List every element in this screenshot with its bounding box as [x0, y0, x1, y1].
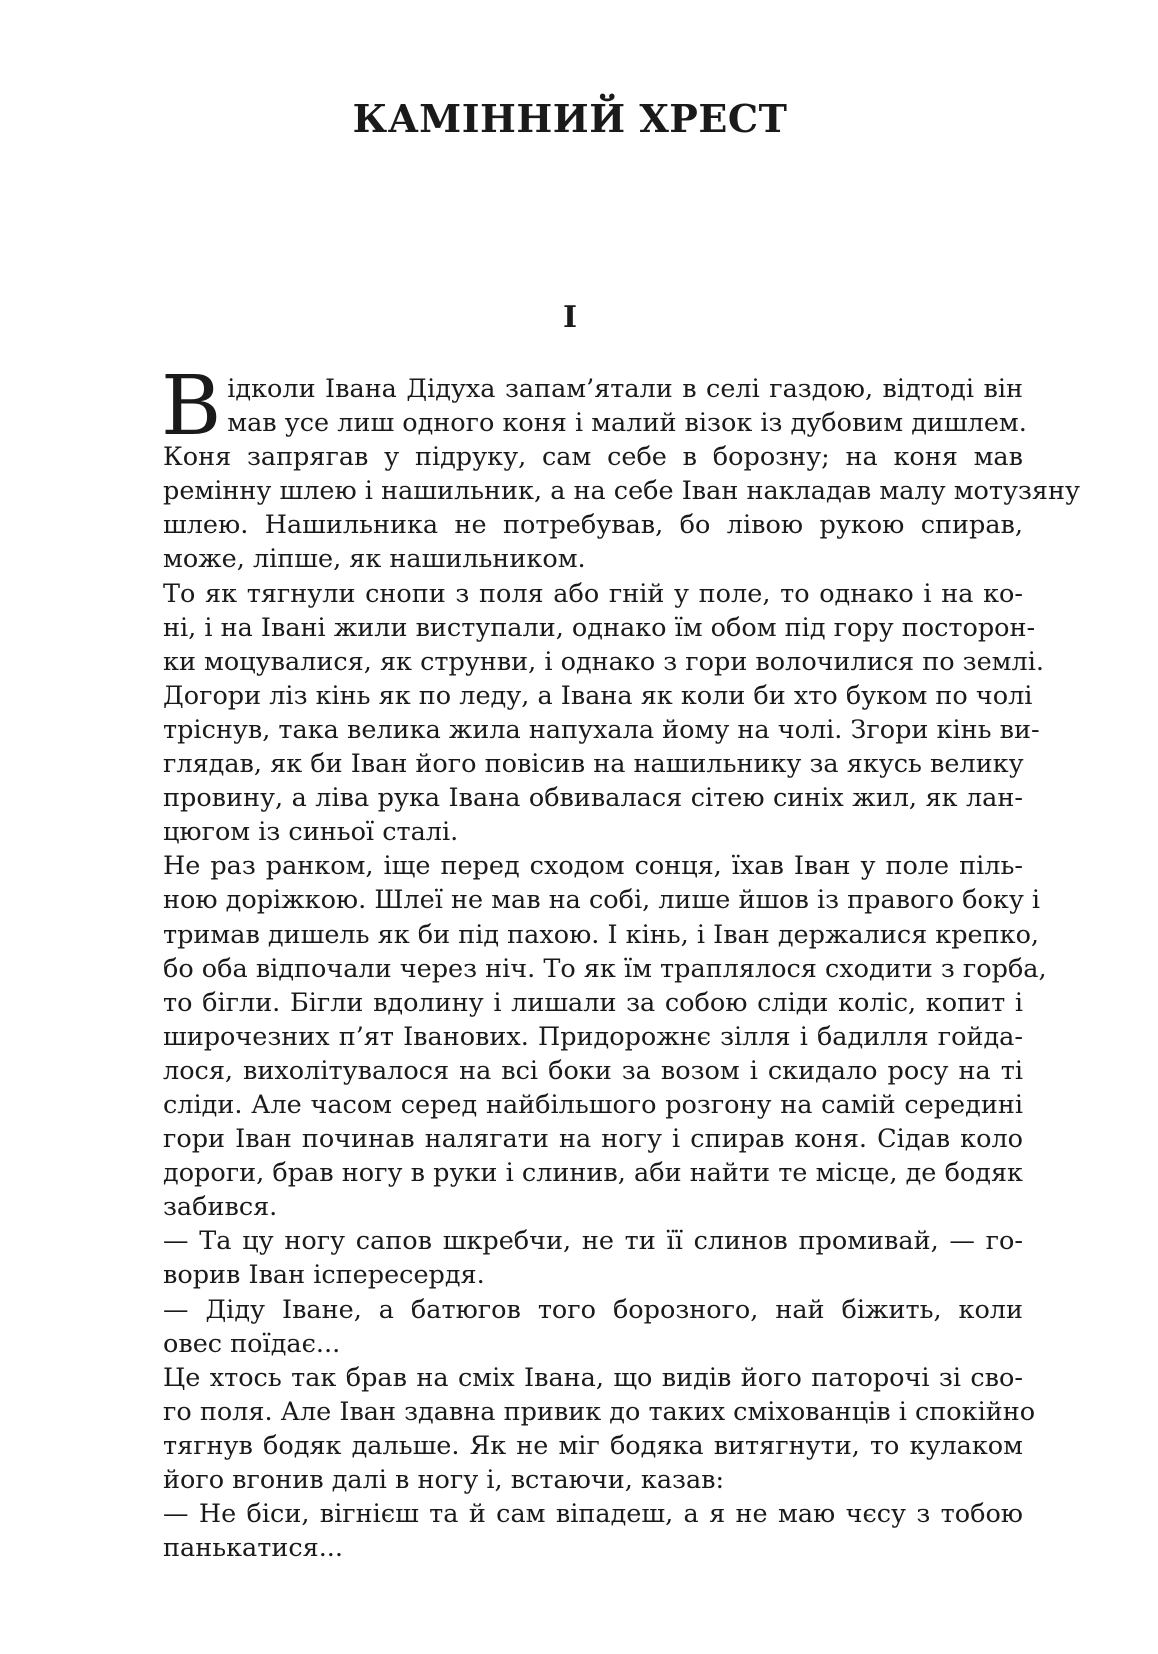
text-line: ідколи Івана Дідуха запам’ятали в селі газдою, відтоді він: [227, 374, 1023, 404]
text-line: ною доріжкою. Шлеї не мав на собі, лише йшов із правого боку і: [163, 885, 1041, 916]
paragraph: [163, 1293, 1023, 1361]
text-line: шлею. Нашильника не потребував, бо лівою рукою спирав,: [163, 510, 1023, 541]
text-line: — Не біси, вігнієш та й сам віпадеш, а я не маю чєсу з тобою: [163, 1499, 1023, 1530]
text-line: то бігли. Бігли вдолину і лишали за собою сліди коліс, копит і: [163, 987, 1023, 1018]
chapter-number: I: [562, 300, 578, 335]
text-line: провину, а ліва рука Івана обвивалася сітею синіх жил, як лан-: [163, 783, 1023, 814]
text-line: Догори ліз кінь як по леду, а Івана як коли би хто буком по чолі: [163, 680, 1033, 711]
text-line: Коня запрягав у підруку, сам себе в борозну; на коня мав: [163, 442, 1023, 473]
text-line: го поля. Але Іван здавна привик до таких сміхованців і спокійно: [163, 1396, 1036, 1427]
body-text: [161, 359, 1081, 1565]
paragraph: [163, 1224, 1023, 1292]
text-line: тягнув бодяк дальше. Як не міг бодяка витягнути, то кулаком: [163, 1430, 1023, 1461]
paragraph: [163, 577, 1044, 850]
text-line: цюгом із синьої сталі.: [163, 817, 459, 848]
text-line: глядав, як би Іван його повісив на нашильнику за якусь велику: [163, 749, 1024, 780]
text-line: широчезних п’ят Іванових. Придорожнє зілля і бадилля гойда-: [163, 1021, 1023, 1052]
text-line: ворив Іван іспересердя.: [163, 1260, 485, 1291]
story-title: КАМІННИЙ ХРЕСТ: [352, 96, 788, 141]
paragraph: [161, 359, 1081, 577]
text-line: гори Іван починав налягати на ногу і спирав коня. Сідав коло: [163, 1124, 1023, 1155]
paragraph: [163, 1361, 1036, 1497]
text-line: ні, і на Івані жили виступали, однако їм обом під гору посторон-: [163, 612, 1036, 643]
drop-cap: В: [161, 359, 222, 454]
text-line: — Та цу ногу сапов шкребчи, не ти її слинов промивай, — го-: [163, 1226, 1023, 1257]
text-line: бо оба відпочали через ніч. То як їм траплялося сходити з горба,: [163, 953, 1047, 984]
text-line: Не раз ранком, іще перед сходом сонця, їхав Іван у поле піль-: [163, 851, 1023, 882]
text-line: тріснув, така велика жила напухала йому на чолі. Згори кінь ви-: [163, 714, 1040, 745]
text-line: лося, вихолітувалося на всі боки за возом і скидало росу на ті: [163, 1055, 1023, 1086]
text-line: То як тягнули снопи з поля або гній у поле, то однако і на ко-: [163, 578, 1023, 609]
text-line: може, ліпше, як нашильником.: [163, 544, 586, 575]
text-line: тримав дишель як би під пахою. І кінь, і Іван держалися крепко,: [163, 919, 1040, 950]
text-line: овес поїдає...: [163, 1328, 341, 1359]
text-line: панькатися...: [163, 1533, 344, 1564]
text-line: ки моцувалися, як струнви, і однако з гори волочилися по землі.: [163, 646, 1044, 677]
text-line: ремінну шлею і нашильник, а на себе Іван накладав малу мотузяну: [163, 476, 1081, 507]
text-line: дороги, брав ногу в руки і слинив, аби найти те місце, де бодяк: [163, 1158, 1023, 1189]
text-line: забився.: [163, 1192, 278, 1223]
paragraph: [163, 849, 1047, 1224]
text-line: мав усе лиш одного коня і малий візок із дубовим дишлем.: [227, 408, 1027, 439]
text-line: Це хтось так брав на сміх Івана, що видів його паторочі зі сво-: [163, 1362, 1023, 1393]
text-line: сліди. Але часом серед найбільшого розгону на самій середині: [163, 1089, 1023, 1120]
text-line: його вгонив далі в ногу і, встаючи, казав:: [163, 1465, 725, 1495]
paragraph: [163, 1497, 1023, 1565]
text-line: — Діду Іване, а батюгов того борозного, най біжить, коли: [163, 1294, 1023, 1325]
